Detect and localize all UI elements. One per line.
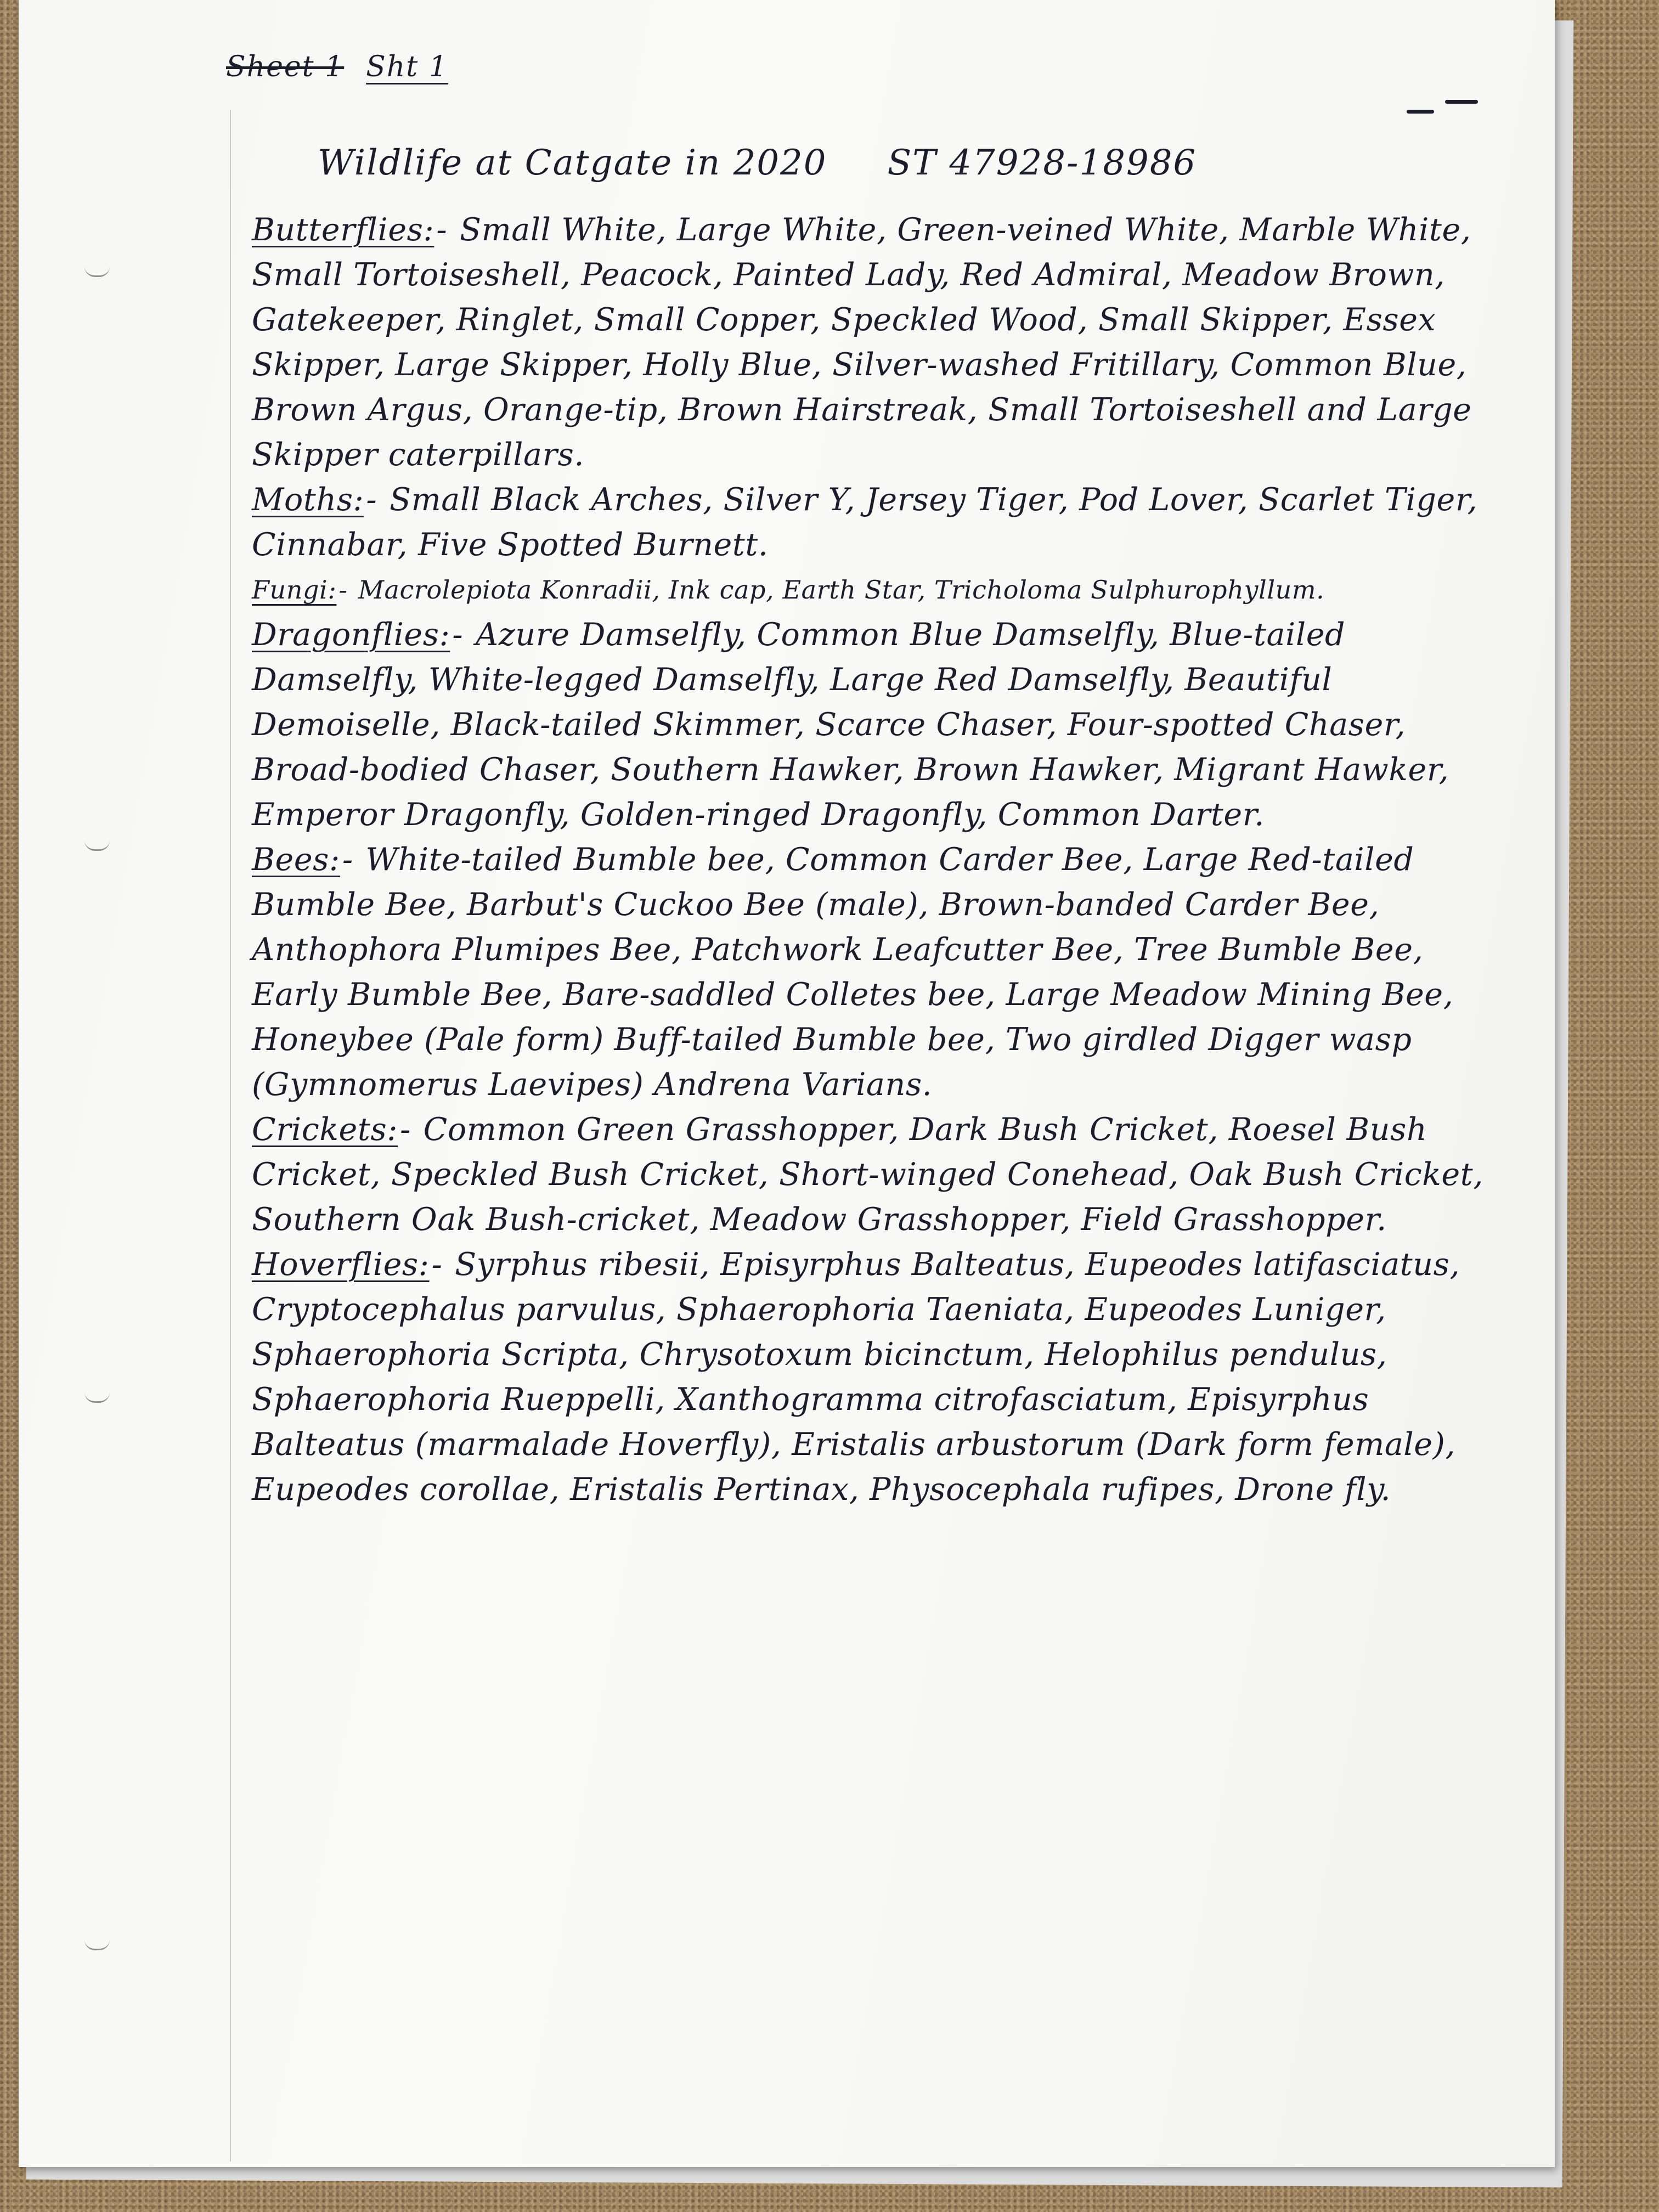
- grid-reference: ST 47928-18986: [887, 143, 1197, 183]
- species-notes: [252, 207, 1519, 1512]
- title-text: Wildlife at Catgate in 2020: [318, 143, 827, 183]
- sheet-label: Sht 1: [366, 50, 448, 83]
- section-heading: Dragonflies:: [252, 617, 450, 653]
- section-crickets: [252, 1107, 1519, 1242]
- section-body: White-tailed Bumble bee, Common Carder Bee, Large Red-tailed Bumble Bee, Barbut's Cuckoo Bee (male), Brown-banded Carder Bee, Anthophora Plumipes Bee, Patchwork Leafcutter Bee, Tree Bumble Bee, Early Bumble Bee, Bare-saddled Colletes bee, Large Meadow Mining Bee, Honeybee (Pale form) Buff-tailed Bumble bee, Two girdled Digger wasp (Gymnomerus Laevipes) Andrena Varians.: [252, 842, 1454, 1103]
- punch-hole-mark: [84, 840, 110, 851]
- section-dragonflies: [252, 612, 1519, 837]
- punch-hole-mark: [84, 1940, 110, 1950]
- section-heading: Butterflies:: [252, 212, 435, 248]
- separator: -: [342, 842, 353, 878]
- separator: -: [366, 482, 377, 518]
- separator: -: [338, 575, 348, 605]
- separator: -: [431, 1246, 443, 1283]
- section-heading: Hoverflies:: [252, 1246, 430, 1283]
- sheet-header: [226, 50, 448, 83]
- handwritten-page: [19, 0, 1555, 2167]
- section-body: Azure Damselfly, Common Blue Damselfly, Blue-tailed Damselfly, White-legged Damselfly, Large Red Damselfly, Beautiful Demoiselle, Black-tailed Skimmer, Scarce Chaser, Four-spotted Chaser, Broad-bodied Chaser, Southern Hawker, Brown Hawker, Migrant Hawker, Emperor Dragonfly, Golden-ringed Dragonfly, Common Darter.: [252, 617, 1449, 833]
- section-heading: Moths:: [252, 482, 364, 518]
- section-body: Syrphus ribesii, Episyrphus Balteatus, Eupeodes latifasciatus, Cryptocephalus parvulus, Sphaerophoria Taeniata, Eupeodes Luniger, Sphaerophoria Scripta, Chrysotoxum bicinctum, Helophilus pendulus, Sphaerophoria Rueppelli, Xanthogramma citrofasciatum, Episyrphus Balteatus (marmalade Hoverfly), Eristalis arbustorum (Dark form female), Eupeodes corollae, Eristalis Pertinax, Physocephala rufipes, Drone fly.: [252, 1246, 1460, 1508]
- section-body: Small White, Large White, Green-veined White, Marble White, Small Tortoiseshell, Peacock, Painted Lady, Red Admiral, Meadow Brown, Gatekeeper, Ringlet, Small Copper, Speckled Wood, Small Skipper, Essex Skipper, Large Skipper, Holly Blue, Silver-washed Fritillary, Common Blue, Brown Argus, Orange-tip, Brown Hairstreak, Small Tortoiseshell and Large Skipper caterpillars.: [252, 212, 1472, 473]
- crossed-out-label: Sheet 1: [226, 50, 345, 83]
- punch-hole-mark: [84, 1392, 110, 1403]
- section-butterflies: [252, 207, 1519, 477]
- section-heading: Bees:: [252, 842, 340, 878]
- ink-mark: [1445, 100, 1478, 104]
- section-fungi: [252, 567, 1519, 612]
- section-heading: Fungi:: [252, 575, 337, 605]
- separator: -: [436, 212, 448, 248]
- page-title: [318, 143, 1197, 183]
- section-hoverflies: [252, 1242, 1519, 1512]
- section-heading: Crickets:: [252, 1111, 398, 1148]
- section-body: Macrolepiota Konradii, Ink cap, Earth Star, Tricholoma Sulphurophyllum.: [358, 575, 1325, 605]
- section-body: Small Black Arches, Silver Y, Jersey Tiger, Pod Lover, Scarlet Tiger, Cinnabar, Five Spotted Burnett.: [252, 482, 1478, 563]
- section-bees: [252, 837, 1519, 1107]
- margin-line: [230, 110, 231, 2162]
- separator: -: [400, 1111, 411, 1148]
- section-moths: [252, 477, 1519, 567]
- separator: -: [452, 617, 464, 653]
- punch-hole-mark: [84, 267, 110, 277]
- section-body: Common Green Grasshopper, Dark Bush Cricket, Roesel Bush Cricket, Speckled Bush Cricket, Short-winged Conehead, Oak Bush Cricket, Southern Oak Bush-cricket, Meadow Grasshopper, Field Grasshopper.: [252, 1111, 1483, 1238]
- ink-mark: [1407, 110, 1434, 114]
